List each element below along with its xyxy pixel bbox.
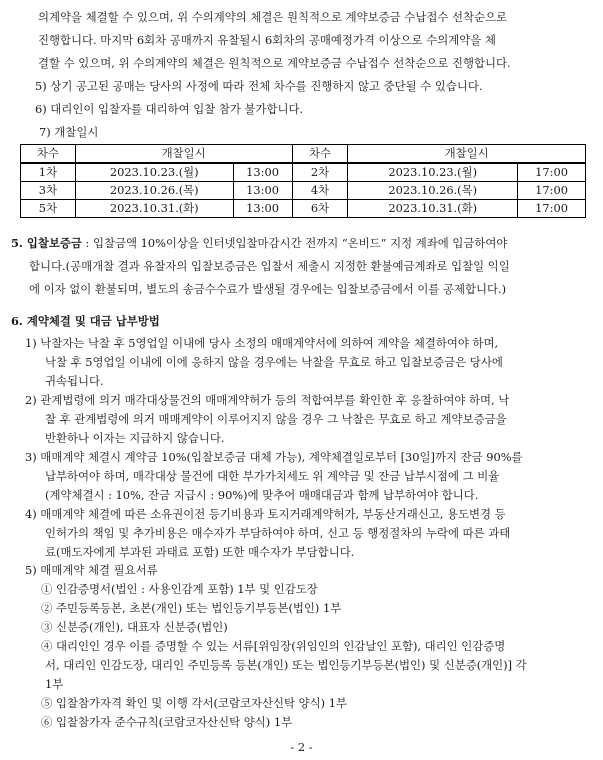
time-b: 17:00 <box>518 163 586 182</box>
page-number: - 2 - <box>290 740 313 754</box>
section6-p3-line-1: 3) 매매계약 체결시 계약금 10%(입찰보증금 대체 가능), 계약체결일로부터 [30일]까지 잔금 90%를 <box>25 449 523 464</box>
date-b: 2023.10.26.(목) <box>348 182 518 200</box>
section6-p2-line-2: 찰 후 관계법령에 의거 매매계약이 이루어지지 않을 경우 그 낙찰은 무효로 하고 계약보증금을 <box>45 411 507 426</box>
time-b: 17:00 <box>518 200 586 218</box>
round-b: 2차 <box>292 163 348 182</box>
time-a: 13:00 <box>233 200 292 218</box>
section6-p1-line-3: 귀속됩니다. <box>45 373 104 388</box>
section6-p3-line-3: (계약체결시 : 10%, 잔금 지급시 : 90%)에 맞추어 매매대금과 함께 납부하여야 합니다. <box>45 487 479 502</box>
intro-line-3: 결할 수 있으며, 위 수의계약의 체결은 원칙적으로 계약보증금 수납접수 선착순으로 진행합니다. <box>38 56 511 70</box>
section5-line-3: 에 이자 없이 환불되며, 별도의 송금수수료가 발생될 경우에는 입찰보증금에서 이를 공제합니다.) <box>29 282 507 296</box>
schedule-header-row <box>21 145 586 164</box>
section6-p5: 5) 매매계약 체결 필요서류 <box>25 563 158 578</box>
section6-p2-line-3: 반환하나 이자는 지급하지 않습니다. <box>45 430 225 445</box>
section5-line-2: 합니다.(공매개찰 결과 유찰자의 입찰보증금은 입찰서 제출시 지정한 환불예금계좌로 입찰일 익일 <box>29 259 510 273</box>
date-a: 2023.10.31.(화) <box>75 200 233 218</box>
header-round-b: 차수 <box>292 145 348 164</box>
intro-item-6: 6) 대리인이 입찰자를 대리하여 입찰 참가 불가합니다. <box>35 102 304 116</box>
round-a: 1차 <box>21 163 76 182</box>
doc-item-1: ① 인감증명서(법인 : 사용인감계 포함) 1부 및 인감도장 <box>41 582 318 597</box>
doc-item-6: ⑥ 입찰참가자 준수규칙(코람코자산신탁 양식) 1부 <box>41 715 293 729</box>
schedule-row <box>21 200 586 218</box>
section6-p1-line-1: 1) 낙찰자는 낙찰 후 5영업일 이내에 당사 소정의 매매계약서에 의하여 계약을 체결하여야 하며, <box>25 336 499 350</box>
section6-p4-line-2: 인허가의 책임 및 추가비용은 매수자가 부담하여야 하며, 신고 등 행정절차의 누락에 따른 과태 <box>45 525 511 540</box>
doc-item-2: ② 주민등록등본, 초본(개인) 또는 법인등기부등본(법인) 1부 <box>41 601 342 616</box>
date-a: 2023.10.23.(월) <box>75 163 233 182</box>
doc-item-3: ③ 신분증(개인), 대표자 신분증(법인) <box>41 620 228 635</box>
intro-line-2: 진행합니다. 마지막 6회차 공매까지 유찰될시 6회차의 공매예정가격 이상으로 수의계약을 체 <box>38 33 496 47</box>
section6-title: 6. 계약체결 및 대금 납부방법 <box>11 314 160 328</box>
date-a: 2023.10.26.(목) <box>75 182 233 200</box>
doc-item-4-line-3: 1부 <box>45 677 64 692</box>
section6-p4-line-1: 4) 매매계약 체결에 따른 소유권이전 등기비용과 토지거래계약허가, 부동산거래신고, 용도변경 등 <box>25 506 506 521</box>
section5-title: 5. 입찰보증금 <box>11 236 82 250</box>
schedule-table <box>20 144 586 218</box>
header-date-a: 개찰일시 <box>75 145 292 164</box>
schedule-row <box>21 182 586 200</box>
intro-line-1: 의계약을 체결할 수 있으며, 위 수의계약의 체결은 원칙적으로 계약보증금 수납접수 선착순으로 <box>38 10 507 24</box>
time-b: 17:00 <box>518 182 586 200</box>
section5-line-1: 5. 입찰보증금 : 입찰금액 10%이상을 인터넷입찰마감시간 전까지 “온비드” 지정 계좌에 입금하여야 <box>11 236 508 250</box>
doc-item-5: ⑤ 입찰참가자격 확인 및 이행 각서(코람코자산신탁 양식) 1부 <box>41 696 347 711</box>
section6-p2-line-1: 2) 관계법령에 의거 매각대상물건의 매매계약허가 등의 적합여부를 확인한 후 응찰하여야 하며, 낙 <box>25 392 510 407</box>
schedule-row <box>21 163 586 182</box>
doc-item-4-line-2: 서, 대리인 인감도장, 대리인 주민등록 등본(개인) 또는 법인등기부등본(법인) 및 신분증(개인)] 각 <box>45 658 527 673</box>
section6-p1-line-2: 낙찰 후 5영업일 이내에 이에 응하지 않을 경우에는 낙찰을 무효로 하고 입찰보증금은 당사에 <box>45 355 503 369</box>
intro-item-5: 5) 상기 공고된 공매는 당사의 사정에 따라 전체 차수를 진행하지 않고 중단될 수 있습니다. <box>35 79 483 93</box>
intro-item-7: 7) 개찰일시 <box>39 125 99 139</box>
round-b: 4차 <box>292 182 348 200</box>
round-b: 6차 <box>292 200 348 218</box>
date-b: 2023.10.31.(화) <box>348 200 518 218</box>
doc-item-4-line-1: ④ 대리인인 경우 이를 증명할 수 있는 서류[위임장(위임인의 인감날인 포함), 대리인 인감증명 <box>41 639 506 654</box>
header-date-b: 개찰일시 <box>348 145 586 164</box>
time-a: 13:00 <box>233 182 292 200</box>
round-a: 5차 <box>21 200 76 218</box>
header-round-a: 차수 <box>21 145 76 164</box>
section6-p3-line-2: 납부하여야 하며, 매각대상 물건에 대한 부가가치세도 위 계약금 및 잔금 납부시점에 그 비율 <box>45 468 500 483</box>
section6-p4-line-3: 료(매도자에게 부과된 과태료 포함) 또한 매수자가 부담합니다. <box>45 544 355 559</box>
time-a: 13:00 <box>233 163 292 182</box>
round-a: 3차 <box>21 182 76 200</box>
date-b: 2023.10.23.(월) <box>348 163 518 182</box>
